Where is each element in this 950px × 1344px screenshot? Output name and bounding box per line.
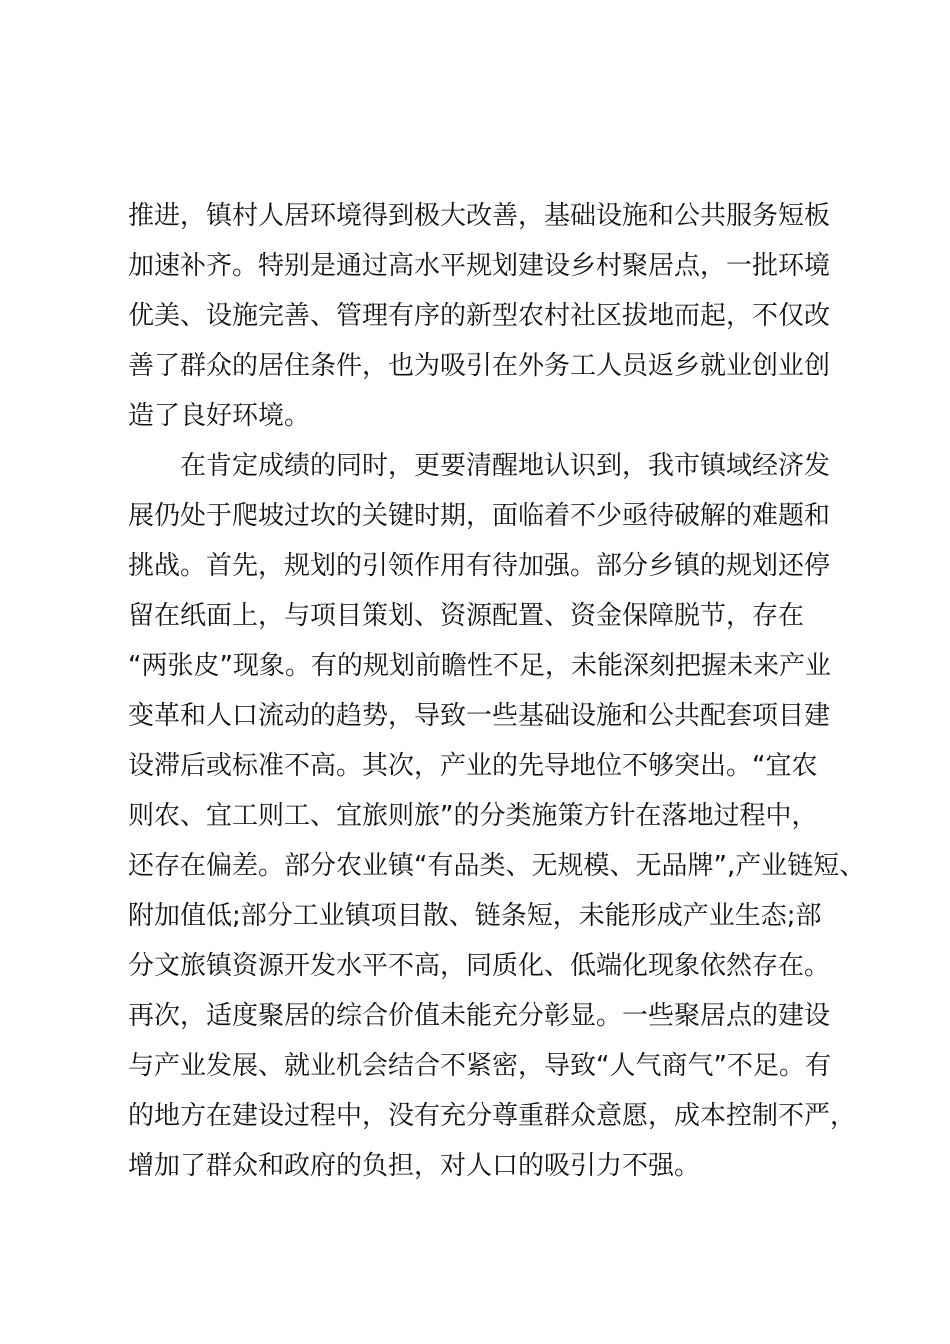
text-line: 加速补齐。特别是通过高水平规划建设乡村聚居点，一批环境 [128,251,831,281]
text-line: 再次，适度聚居的综合价值未能充分彰显。一些聚居点的建设 [128,1001,831,1031]
paragraph-2 [128,441,866,1191]
text-line: 造了良好环境。 [128,401,311,431]
text-line: 善了群众的居住条件，也为吸引在外务工人员返乡就业创业创 [128,351,831,381]
text-line: 挑战。首先，规划的引领作用有待加强。部分乡镇的规划还停 [128,551,831,581]
text-line: 附加值低;部分工业镇项目散、链条短，未能形成产业生态;部 [128,901,822,931]
text-line: 变革和人口流动的趋势，导致一些基础设施和公共配套项目建 [128,701,831,731]
text-line: 设滞后或标准不高。其次，产业的先导地位不够突出。“宜农 [128,751,818,781]
text-line: 还存在偏差。部分农业镇“有品类、无规模、无品牌”,产业链短、 [128,851,866,881]
text-line: 的地方在建设过程中，没有充分尊重群众意愿，成本控制不严， [128,1101,857,1131]
text-line: 则农、宜工则工、宜旅则旅”的分类施策方针在落地过程中， [128,801,818,831]
paragraph-1 [128,191,831,441]
text-line: 展仍处于爬坡过坎的关键时期，面临着不少亟待破解的难题和 [128,501,831,531]
text-line: “两张皮”现象。有的规划前瞻性不足，未能深刻把握未来产业 [128,651,831,681]
text-line: 推进，镇村人居环境得到极大改善，基础设施和公共服务短板 [128,201,831,231]
text-line: 分文旅镇资源开发水平不高，同质化、低端化现象依然存在。 [128,951,831,981]
text-line: 在肯定成绩的同时，更要清醒地认识到，我市镇域经济发 [180,451,831,481]
text-line: 与产业发展、就业机会结合不紧密，导致“人气商气”不足。有 [128,1051,831,1081]
text-line: 增加了群众和政府的负担，对人口的吸引力不强。 [128,1151,701,1181]
text-line: 优美、设施完善、管理有序的新型农村社区拔地而起，不仅改 [128,301,831,331]
text-line: 留在纸面上，与项目策划、资源配置、资金保障脱节，存在 [128,601,805,631]
body-text [128,191,866,1191]
